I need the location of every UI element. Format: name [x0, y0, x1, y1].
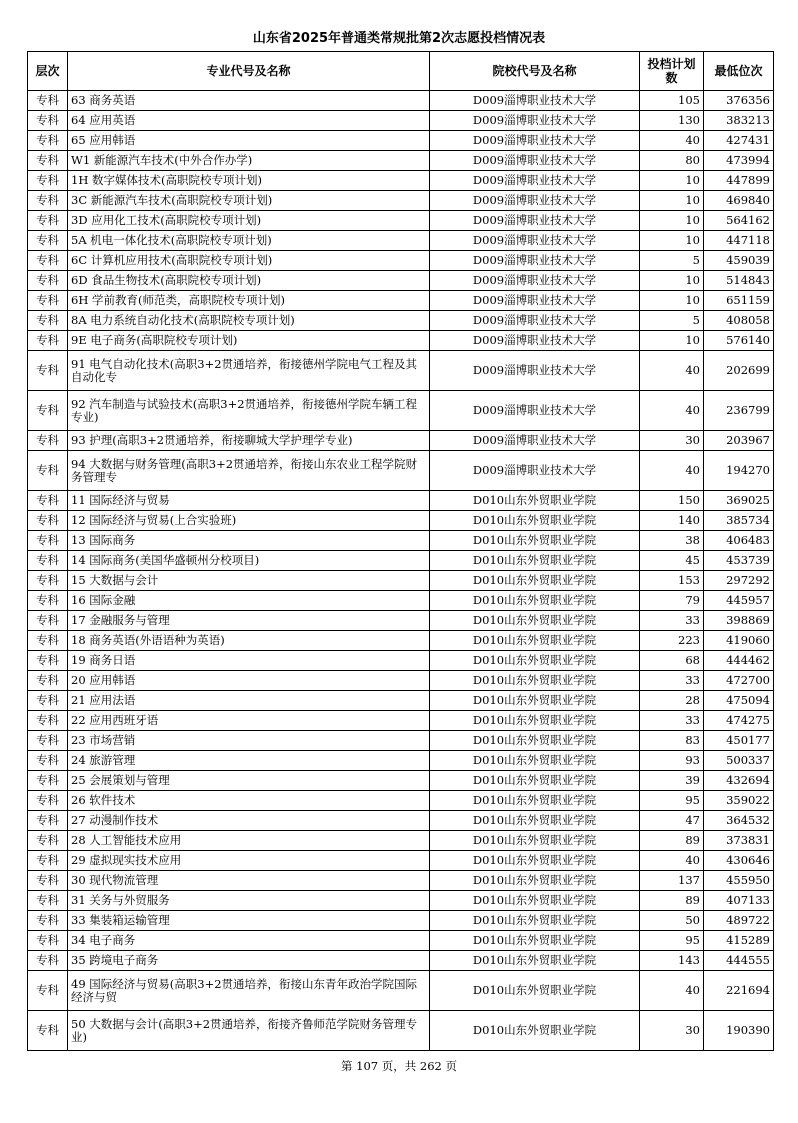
cell-major: 3C 新能源汽车技术(高职院校专项计划) — [68, 191, 430, 211]
table-row — [28, 511, 774, 531]
cell-school: D010山东外贸职业学院 — [430, 511, 640, 531]
table-row — [28, 111, 774, 131]
cell-major: 14 国际商务(美国华盛顿州分校项目) — [68, 551, 430, 571]
header-major: 专业代号及名称 — [68, 52, 430, 91]
table-row — [28, 331, 774, 351]
cell-school: D010山东外贸职业学院 — [430, 971, 640, 1011]
cell-level: 专科 — [28, 271, 68, 291]
cell-quota: 79 — [640, 591, 704, 611]
cell-quota: 45 — [640, 551, 704, 571]
cell-quota: 150 — [640, 491, 704, 511]
cell-level: 专科 — [28, 971, 68, 1011]
cell-school: D009淄博职业技术大学 — [430, 171, 640, 191]
cell-quota: 137 — [640, 871, 704, 891]
cell-school: D010山东外贸职业学院 — [430, 491, 640, 511]
cell-level: 专科 — [28, 571, 68, 591]
cell-level: 专科 — [28, 731, 68, 751]
cell-school: D010山东外贸职业学院 — [430, 651, 640, 671]
table-row — [28, 671, 774, 691]
cell-level: 专科 — [28, 231, 68, 251]
table-row — [28, 791, 774, 811]
cell-quota: 40 — [640, 391, 704, 431]
cell-school: D009淄博职业技术大学 — [430, 111, 640, 131]
cell-min-rank: 469840 — [704, 191, 774, 211]
cell-quota: 10 — [640, 171, 704, 191]
cell-min-rank: 369025 — [704, 491, 774, 511]
cell-major: 50 大数据与会计(高职3+2贯通培养，衔接齐鲁师范学院财务管理专业) — [68, 1011, 430, 1051]
cell-school: D009淄博职业技术大学 — [430, 311, 640, 331]
header-school: 院校代号及名称 — [430, 52, 640, 91]
table-row — [28, 271, 774, 291]
cell-school: D010山东外贸职业学院 — [430, 571, 640, 591]
cell-quota: 68 — [640, 651, 704, 671]
cell-school: D010山东外贸职业学院 — [430, 731, 640, 751]
cell-quota: 83 — [640, 731, 704, 751]
table-row — [28, 631, 774, 651]
cell-min-rank: 447118 — [704, 231, 774, 251]
page-title: 山东省2025年普通类常规批第2次志愿投档情况表 — [252, 31, 546, 46]
cell-quota: 30 — [640, 1011, 704, 1051]
table-row — [28, 971, 774, 1011]
table-row — [28, 951, 774, 971]
cell-school: D010山东外贸职业学院 — [430, 791, 640, 811]
table-row — [28, 811, 774, 831]
table-row — [28, 431, 774, 451]
cell-min-rank: 472700 — [704, 671, 774, 691]
cell-level: 专科 — [28, 171, 68, 191]
table-row — [28, 871, 774, 891]
cell-quota: 10 — [640, 211, 704, 231]
cell-major: 18 商务英语(外语语种为英语) — [68, 631, 430, 651]
cell-level: 专科 — [28, 511, 68, 531]
cell-min-rank: 194270 — [704, 451, 774, 491]
cell-min-rank: 500337 — [704, 751, 774, 771]
table-row — [28, 831, 774, 851]
cell-major: 17 金融服务与管理 — [68, 611, 430, 631]
cell-min-rank: 489722 — [704, 911, 774, 931]
cell-school: D010山东外贸职业学院 — [430, 851, 640, 871]
cell-level: 专科 — [28, 111, 68, 131]
table-row — [28, 731, 774, 751]
table-row — [28, 931, 774, 951]
cell-level: 专科 — [28, 531, 68, 551]
cell-major: 65 应用韩语 — [68, 131, 430, 151]
table-row — [28, 551, 774, 571]
cell-level: 专科 — [28, 791, 68, 811]
cell-school: D010山东外贸职业学院 — [430, 871, 640, 891]
cell-quota: 40 — [640, 131, 704, 151]
cell-min-rank: 444555 — [704, 951, 774, 971]
cell-quota: 10 — [640, 331, 704, 351]
cell-major: 33 集装箱运输管理 — [68, 911, 430, 931]
cell-min-rank: 447899 — [704, 171, 774, 191]
cell-school: D010山东外贸职业学院 — [430, 671, 640, 691]
cell-major: 31 关务与外贸服务 — [68, 891, 430, 911]
cell-min-rank: 474275 — [704, 711, 774, 731]
cell-level: 专科 — [28, 431, 68, 451]
cell-quota: 40 — [640, 851, 704, 871]
cell-quota: 33 — [640, 711, 704, 731]
cell-major: 24 旅游管理 — [68, 751, 430, 771]
cell-level: 专科 — [28, 851, 68, 871]
cell-school: D010山东外贸职业学院 — [430, 1011, 640, 1051]
table-row — [28, 651, 774, 671]
cell-min-rank: 427431 — [704, 131, 774, 151]
table-row — [28, 351, 774, 391]
cell-school: D010山东外贸职业学院 — [430, 691, 640, 711]
cell-major: 29 虚拟现实技术应用 — [68, 851, 430, 871]
cell-min-rank: 514843 — [704, 271, 774, 291]
table-row — [28, 291, 774, 311]
cell-school: D010山东外贸职业学院 — [430, 531, 640, 551]
cell-major: 35 跨境电子商务 — [68, 951, 430, 971]
cell-school: D009淄博职业技术大学 — [430, 431, 640, 451]
cell-min-rank: 473994 — [704, 151, 774, 171]
table-row — [28, 771, 774, 791]
table-row — [28, 711, 774, 731]
cell-level: 专科 — [28, 311, 68, 331]
cell-quota: 89 — [640, 891, 704, 911]
table-row — [28, 611, 774, 631]
cell-quota: 5 — [640, 311, 704, 331]
cell-school: D010山东外贸职业学院 — [430, 891, 640, 911]
cell-quota: 47 — [640, 811, 704, 831]
cell-major: 25 会展策划与管理 — [68, 771, 430, 791]
cell-quota: 10 — [640, 291, 704, 311]
cell-level: 专科 — [28, 691, 68, 711]
cell-major: 16 国际金融 — [68, 591, 430, 611]
table-row — [28, 191, 774, 211]
cell-level: 专科 — [28, 351, 68, 391]
cell-quota: 223 — [640, 631, 704, 651]
cell-level: 专科 — [28, 951, 68, 971]
cell-school: D010山东外贸职业学院 — [430, 911, 640, 931]
table-row — [28, 1011, 774, 1051]
cell-school: D009淄博职业技术大学 — [430, 271, 640, 291]
cell-level: 专科 — [28, 391, 68, 431]
cell-major: 19 商务日语 — [68, 651, 430, 671]
cell-school: D009淄博职业技术大学 — [430, 391, 640, 431]
table-row — [28, 691, 774, 711]
cell-level: 专科 — [28, 771, 68, 791]
table-row — [28, 591, 774, 611]
cell-min-rank: 297292 — [704, 571, 774, 591]
cell-quota: 28 — [640, 691, 704, 711]
cell-major: 11 国际经济与贸易 — [68, 491, 430, 511]
cell-major: 6D 食品生物技术(高职院校专项计划) — [68, 271, 430, 291]
cell-major: 6H 学前教育(师范类，高职院校专项计划) — [68, 291, 430, 311]
cell-school: D010山东外贸职业学院 — [430, 951, 640, 971]
cell-min-rank: 432694 — [704, 771, 774, 791]
cell-quota: 40 — [640, 351, 704, 391]
cell-major: 92 汽车制造与试验技术(高职3+2贯通培养，衔接德州学院车辆工程专业) — [68, 391, 430, 431]
cell-level: 专科 — [28, 451, 68, 491]
cell-min-rank: 385734 — [704, 511, 774, 531]
table-body — [28, 91, 774, 1051]
cell-quota: 38 — [640, 531, 704, 551]
cell-school: D009淄博职业技术大学 — [430, 191, 640, 211]
table-row — [28, 251, 774, 271]
table-row — [28, 851, 774, 871]
cell-quota: 89 — [640, 831, 704, 851]
cell-school: D009淄博职业技术大学 — [430, 351, 640, 391]
cell-min-rank: 376356 — [704, 91, 774, 111]
cell-level: 专科 — [28, 591, 68, 611]
cell-min-rank: 455950 — [704, 871, 774, 891]
cell-quota: 140 — [640, 511, 704, 531]
cell-major: 15 大数据与会计 — [68, 571, 430, 591]
table-row — [28, 151, 774, 171]
table-row — [28, 451, 774, 491]
cell-school: D009淄博职业技术大学 — [430, 451, 640, 491]
cell-quota: 40 — [640, 451, 704, 491]
cell-school: D010山东外贸职业学院 — [430, 831, 640, 851]
cell-min-rank: 202699 — [704, 351, 774, 391]
cell-school: D009淄博职业技术大学 — [430, 131, 640, 151]
header-min-rank: 最低位次 — [704, 52, 774, 91]
cell-major: 34 电子商务 — [68, 931, 430, 951]
cell-school: D009淄博职业技术大学 — [430, 211, 640, 231]
table-row — [28, 751, 774, 771]
cell-min-rank: 236799 — [704, 391, 774, 431]
table-row — [28, 911, 774, 931]
cell-min-rank: 407133 — [704, 891, 774, 911]
cell-min-rank: 459039 — [704, 251, 774, 271]
cell-min-rank: 373831 — [704, 831, 774, 851]
cell-school: D010山东外贸职业学院 — [430, 611, 640, 631]
cell-level: 专科 — [28, 871, 68, 891]
cell-quota: 80 — [640, 151, 704, 171]
cell-major: 27 动漫制作技术 — [68, 811, 430, 831]
cell-quota: 5 — [640, 251, 704, 271]
cell-major: 93 护理(高职3+2贯通培养，衔接聊城大学护理学专业) — [68, 431, 430, 451]
cell-school: D010山东外贸职业学院 — [430, 931, 640, 951]
cell-level: 专科 — [28, 91, 68, 111]
cell-quota: 10 — [640, 231, 704, 251]
cell-quota: 40 — [640, 971, 704, 1011]
cell-min-rank: 398869 — [704, 611, 774, 631]
cell-min-rank: 415289 — [704, 931, 774, 951]
cell-major: 91 电气自动化技术(高职3+2贯通培养，衔接德州学院电气工程及其自动化专 — [68, 351, 430, 391]
cell-quota: 93 — [640, 751, 704, 771]
cell-school: D009淄博职业技术大学 — [430, 91, 640, 111]
table-row — [28, 131, 774, 151]
cell-major: 49 国际经济与贸易(高职3+2贯通培养，衔接山东青年政治学院国际经济与贸 — [68, 971, 430, 1011]
cell-quota: 130 — [640, 111, 704, 131]
cell-level: 专科 — [28, 1011, 68, 1051]
cell-min-rank: 475094 — [704, 691, 774, 711]
cell-quota: 105 — [640, 91, 704, 111]
cell-major: 5A 机电一体化技术(高职院校专项计划) — [68, 231, 430, 251]
cell-min-rank: 453739 — [704, 551, 774, 571]
cell-major: 63 商务英语 — [68, 91, 430, 111]
cell-quota: 143 — [640, 951, 704, 971]
cell-level: 专科 — [28, 911, 68, 931]
cell-level: 专科 — [28, 671, 68, 691]
table-row — [28, 571, 774, 591]
cell-quota: 95 — [640, 931, 704, 951]
cell-major: 21 应用法语 — [68, 691, 430, 711]
cell-school: D010山东外贸职业学院 — [430, 771, 640, 791]
header-quota: 投档计划数 — [640, 52, 704, 91]
cell-level: 专科 — [28, 611, 68, 631]
cell-level: 专科 — [28, 931, 68, 951]
cell-min-rank: 564162 — [704, 211, 774, 231]
cell-level: 专科 — [28, 211, 68, 231]
cell-level: 专科 — [28, 751, 68, 771]
cell-level: 专科 — [28, 151, 68, 171]
cell-major: 1H 数字媒体技术(高职院校专项计划) — [68, 171, 430, 191]
admission-table — [27, 51, 774, 1051]
cell-major: 8A 电力系统自动化技术(高职院校专项计划) — [68, 311, 430, 331]
cell-min-rank: 445957 — [704, 591, 774, 611]
cell-quota: 153 — [640, 571, 704, 591]
cell-major: 94 大数据与财务管理(高职3+2贯通培养，衔接山东农业工程学院财务管理专 — [68, 451, 430, 491]
cell-major: 13 国际商务 — [68, 531, 430, 551]
cell-level: 专科 — [28, 891, 68, 911]
cell-school: D010山东外贸职业学院 — [430, 591, 640, 611]
cell-major: 20 应用韩语 — [68, 671, 430, 691]
cell-quota: 95 — [640, 791, 704, 811]
cell-major: 22 应用西班牙语 — [68, 711, 430, 731]
cell-school: D009淄博职业技术大学 — [430, 151, 640, 171]
cell-major: 12 国际经济与贸易(上合实验班) — [68, 511, 430, 531]
cell-school: D010山东外贸职业学院 — [430, 551, 640, 571]
cell-min-rank: 408058 — [704, 311, 774, 331]
cell-major: 26 软件技术 — [68, 791, 430, 811]
table-row — [28, 531, 774, 551]
cell-min-rank: 364532 — [704, 811, 774, 831]
cell-level: 专科 — [28, 831, 68, 851]
cell-quota: 10 — [640, 191, 704, 211]
cell-level: 专科 — [28, 551, 68, 571]
cell-level: 专科 — [28, 131, 68, 151]
cell-min-rank: 450177 — [704, 731, 774, 751]
cell-school: D010山东外贸职业学院 — [430, 711, 640, 731]
header-row — [28, 52, 774, 91]
cell-major: 23 市场营销 — [68, 731, 430, 751]
cell-major: W1 新能源汽车技术(中外合作办学) — [68, 151, 430, 171]
cell-school: D009淄博职业技术大学 — [430, 231, 640, 251]
cell-level: 专科 — [28, 711, 68, 731]
header-level: 层次 — [28, 52, 68, 91]
cell-major: 9E 电子商务(高职院校专项计划) — [68, 331, 430, 351]
cell-level: 专科 — [28, 331, 68, 351]
cell-school: D010山东外贸职业学院 — [430, 631, 640, 651]
cell-quota: 10 — [640, 271, 704, 291]
cell-school: D010山东外贸职业学院 — [430, 811, 640, 831]
table-row — [28, 891, 774, 911]
cell-school: D009淄博职业技术大学 — [430, 331, 640, 351]
cell-min-rank: 419060 — [704, 631, 774, 651]
table-row — [28, 391, 774, 431]
cell-min-rank: 203967 — [704, 431, 774, 451]
cell-level: 专科 — [28, 811, 68, 831]
cell-min-rank: 444462 — [704, 651, 774, 671]
cell-level: 专科 — [28, 191, 68, 211]
cell-quota: 33 — [640, 671, 704, 691]
cell-major: 30 现代物流管理 — [68, 871, 430, 891]
cell-level: 专科 — [28, 251, 68, 271]
table-row — [28, 231, 774, 251]
cell-level: 专科 — [28, 291, 68, 311]
cell-quota: 33 — [640, 611, 704, 631]
cell-school: D010山东外贸职业学院 — [430, 751, 640, 771]
page-footer: 第 107 页，共 262 页 — [340, 1059, 458, 1073]
cell-major: 6C 计算机应用技术(高职院校专项计划) — [68, 251, 430, 271]
cell-min-rank: 383213 — [704, 111, 774, 131]
cell-major: 64 应用英语 — [68, 111, 430, 131]
cell-school: D009淄博职业技术大学 — [430, 291, 640, 311]
table-row — [28, 311, 774, 331]
cell-quota: 39 — [640, 771, 704, 791]
cell-major: 3D 应用化工技术(高职院校专项计划) — [68, 211, 430, 231]
cell-major: 28 人工智能技术应用 — [68, 831, 430, 851]
table-row — [28, 211, 774, 231]
cell-min-rank: 576140 — [704, 331, 774, 351]
cell-school: D009淄博职业技术大学 — [430, 251, 640, 271]
cell-min-rank: 430646 — [704, 851, 774, 871]
cell-level: 专科 — [28, 651, 68, 671]
cell-min-rank: 221694 — [704, 971, 774, 1011]
table-row — [28, 491, 774, 511]
cell-min-rank: 359022 — [704, 791, 774, 811]
cell-min-rank: 190390 — [704, 1011, 774, 1051]
cell-level: 专科 — [28, 631, 68, 651]
cell-quota: 30 — [640, 431, 704, 451]
table-row — [28, 91, 774, 111]
cell-level: 专科 — [28, 491, 68, 511]
table-row — [28, 171, 774, 191]
cell-min-rank: 406483 — [704, 531, 774, 551]
cell-min-rank: 651159 — [704, 291, 774, 311]
cell-quota: 50 — [640, 911, 704, 931]
